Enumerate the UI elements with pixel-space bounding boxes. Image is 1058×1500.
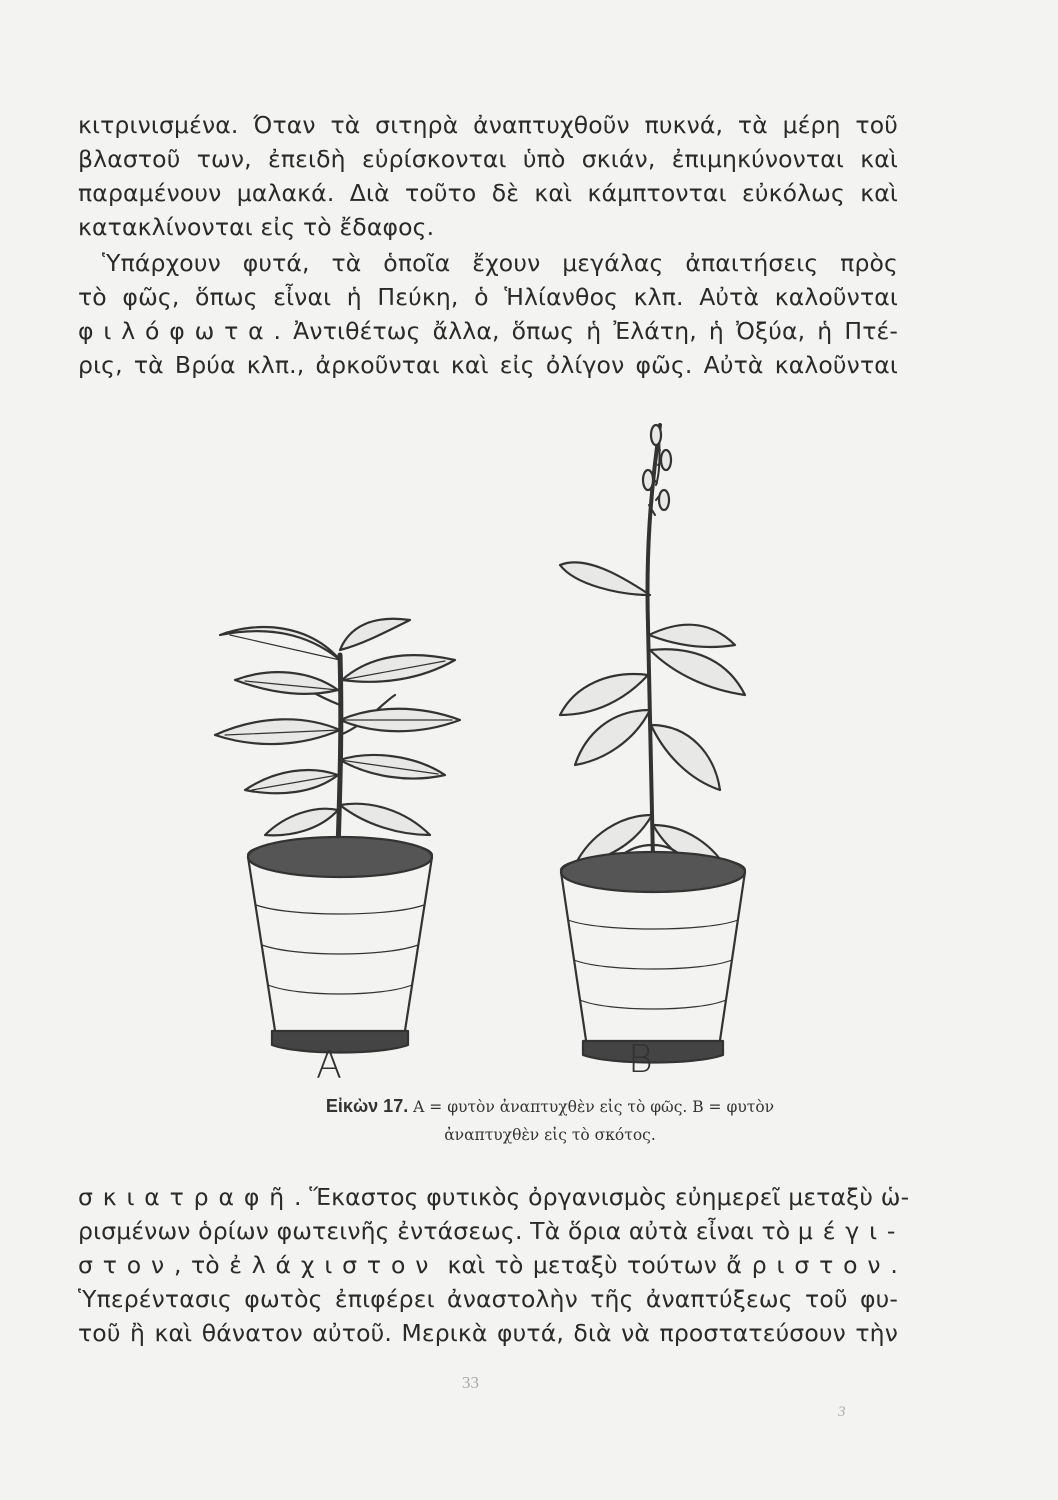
text-line: ρις, τὰ Βρύα κλπ., ἀρκοῦνται καὶ εἰς ὀλίγον φῶς. Αὐτὰ καλοῦνται	[78, 351, 898, 379]
plant-a	[215, 619, 460, 1053]
caption-line: ἀναπτυχθὲν εἰς τὸ σκότος.	[444, 1126, 656, 1144]
text-fragment: .	[890, 1251, 899, 1279]
text-line	[78, 1180, 910, 1214]
figure-17	[190, 405, 810, 1095]
caption-line	[170, 1092, 930, 1121]
caption-label: Εἰκὼν 17.	[325, 1096, 409, 1116]
spaced-term: σκιατραφῆ	[78, 1183, 294, 1211]
text-fragment: ρισμένων ὁρίων φωτεινῆς ἐντάσεως. Τὰ ὅρια αὐτὰ εἶναι τὸ	[78, 1217, 798, 1245]
spaced-term: φιλόφωτα	[78, 317, 274, 345]
text-line: κιτρινισμένα. Όταν τὰ σιτηρὰ ἀναπτυχθοῦν πυκνά, τὰ μέρη τοῦ	[78, 111, 898, 139]
plants-illustration	[190, 405, 810, 1095]
text-line: Ὑπερέντασις φωτὸς ἐπιφέρει ἀναστολὴν τῆς ἀναπτύξεως τοῦ φυ-	[78, 1285, 898, 1313]
text-line: Ὑπάρχουν φυτά, τὰ ὁποῖα ἔχουν μεγάλας ἀπαιτήσεις πρὸς	[102, 249, 898, 277]
text-line: κατακλίνονται εἰς τὸ ἔδαφος.	[78, 213, 435, 241]
plant-b	[560, 425, 745, 1063]
text-fragment: , τὸ	[174, 1251, 230, 1279]
page-number: 33	[462, 1373, 479, 1392]
figure-label-a: A	[316, 1043, 342, 1087]
caption-text: A = φυτὸν ἀναπτυχθὲν εἰς τὸ φῶς. B = φυτὸν	[413, 1098, 775, 1116]
text-fragment: καὶ τὸ μεταξὺ τούτων	[438, 1251, 727, 1279]
text-line: τοῦ ἢ καὶ θάνατον αὐτοῦ. Μερικὰ φυτά, διὰ νὰ προστατεύσουν τὴν	[78, 1319, 898, 1347]
spaced-term: στον	[78, 1251, 175, 1279]
signature-mark: 3	[838, 1404, 846, 1420]
text-line	[78, 1248, 898, 1282]
spaced-term: ἄριστον	[726, 1251, 891, 1279]
spaced-term: μέγι-	[797, 1217, 906, 1245]
paragraph-light-plants	[78, 246, 898, 382]
text-fragment: . Ἀντιθέτως ἄλλα, ὅπως ἡ Ἐλάτη, ἡ Ὀξύα, ἡ Πτέ-	[273, 317, 898, 345]
text-line	[78, 1214, 906, 1248]
text-line	[78, 314, 898, 348]
paragraph-intro	[78, 108, 898, 244]
spaced-term: ἐλάχιστον	[229, 1251, 439, 1279]
figure-caption	[170, 1092, 930, 1149]
text-fragment: . Ἕκαστος φυτικὸς ὀργανισμὸς εὐημερεῖ μεταξὺ ὡ-	[293, 1183, 910, 1211]
figure-label-b: B	[628, 1037, 653, 1081]
text-line: βλαστοῦ των, ἐπειδὴ εὑρίσκονται ὑπὸ σκιάν, ἐπιμηκύνονται καὶ	[78, 145, 898, 173]
paragraph-shade-plants	[78, 1180, 910, 1350]
text-line: παραμένουν μαλακά. Διὰ τοῦτο δὲ καὶ κάμπτονται εὐκόλως καὶ	[78, 179, 898, 207]
text-line: τὸ φῶς, ὅπως εἶναι ἡ Πεύκη, ὁ Ἡλίανθος κλπ. Αὐτὰ καλοῦνται	[78, 283, 898, 311]
